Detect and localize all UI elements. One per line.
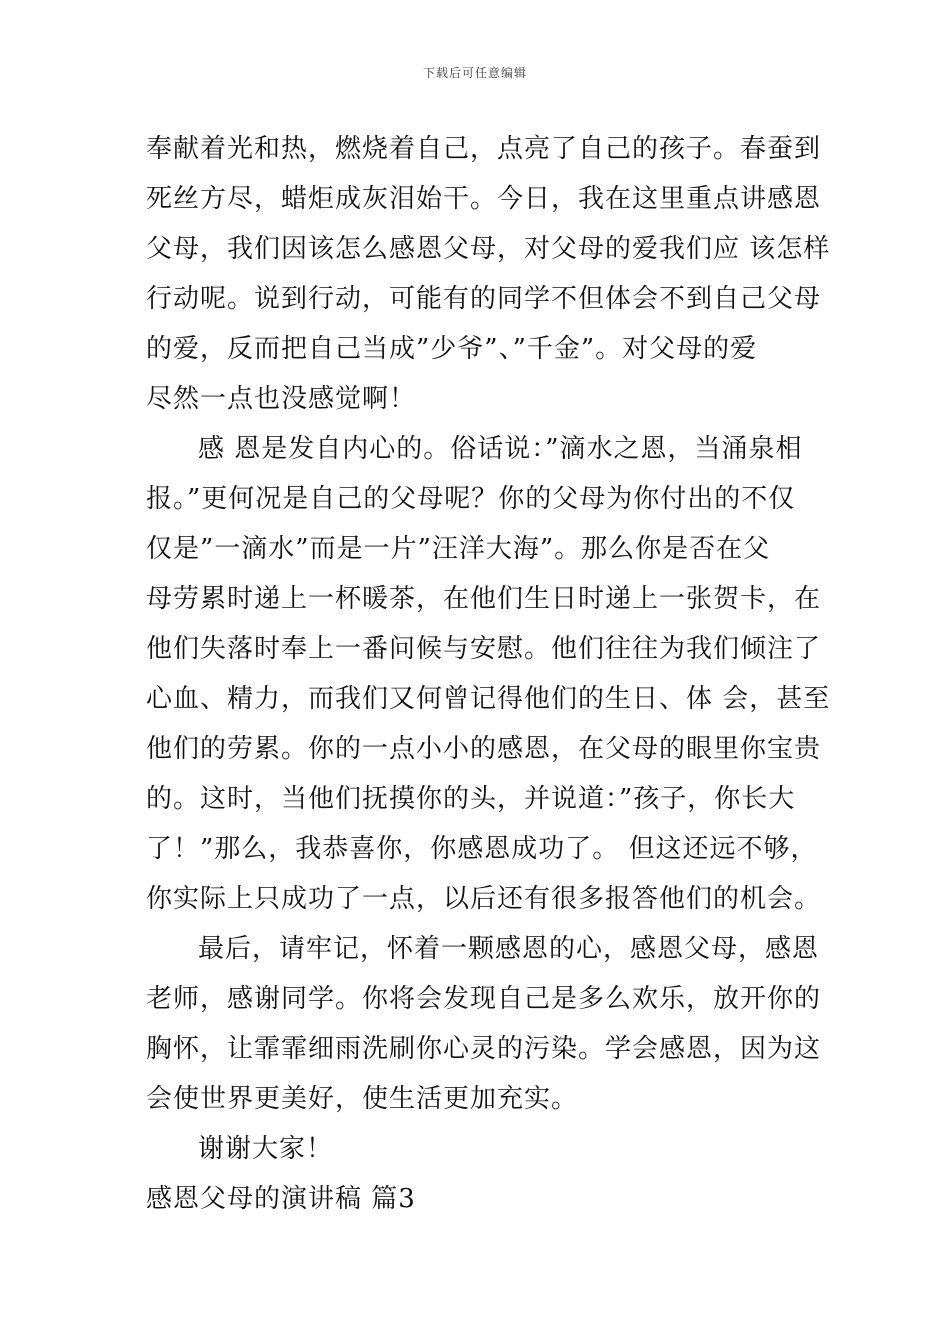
text-line: 死丝方尽，蜡炬成灰泪始干。今日，我在这里重点讲感恩 (146, 184, 822, 214)
text-line: 父母，我们因该怎么感恩父母，对父母的爱我们应 该怎样 (146, 234, 831, 264)
text-line: 感 恩是发自内心的。俗话说：”滴水之恩，当涌泉相 (198, 434, 803, 464)
text-line: 他们失落时奉上一番问候与安慰。他们往往为我们倾注了 (146, 634, 822, 664)
text-line: 最后，请牢记，怀着一颗感恩的心，感恩父母，感恩 (198, 934, 820, 964)
text-line: 胸怀，让霏霏细雨洗刷你心灵的污染。学会感恩，因为这 (146, 1034, 822, 1064)
paragraph-2 (146, 424, 831, 924)
text-line: 的。这时，当他们抚摸你的头，并说道：”孩子，你长大 (146, 784, 796, 814)
section-heading: 感恩父母的演讲稿 篇3 (146, 1184, 416, 1214)
text-line: 老师，感谢同学。你将会发现自己是多么欢乐，放开你的 (146, 984, 822, 1014)
text-line: 你实际上只成功了一点，以后还有很多报答他们的机会。 (146, 884, 822, 914)
closing-line: 谢谢大家！ (198, 1134, 334, 1164)
document-body (146, 124, 831, 1224)
text-line: 报。”更何况是自己的父母呢？你的父母为你付出的不仅 (146, 484, 796, 514)
paragraph-3 (146, 924, 822, 1124)
text-line: 的爱，反而把自己当成”少爷”、”千金”。对父母的爱 (146, 334, 758, 364)
text-line: 了！”那么，我恭喜你，你感恩成功了。 但这还远不够， (146, 834, 818, 864)
text-line: 行动呢。说到行动，可能有的同学不但体会不到自己父母 (146, 284, 822, 314)
paragraph-1 (146, 124, 831, 424)
page-header-note: 下载后可任意编辑 (422, 66, 527, 80)
text-line: 会使世界更美好，使生活更加充实。 (146, 1084, 579, 1114)
text-line: 尽然一点也没感觉啊！ (146, 384, 417, 414)
text-line: 母劳累时递上一杯暖茶，在他们生日时递上一张贺卡，在 (146, 584, 822, 614)
text-line: 奉献着光和热，燃烧着自己，点亮了自己的孩子。春蚕到 (146, 134, 822, 164)
text-line: 心血、精力，而我们又何曾记得他们的生日、体 会，甚至 (146, 684, 831, 714)
text-line: 仅是”一滴水”而是一片”汪洋大海”。那么你是否在父 (146, 534, 771, 564)
text-line: 他们的劳累。你的一点小小的感恩，在父母的眼里你宝贵 (146, 734, 822, 764)
paragraph-4 (146, 1124, 806, 1174)
